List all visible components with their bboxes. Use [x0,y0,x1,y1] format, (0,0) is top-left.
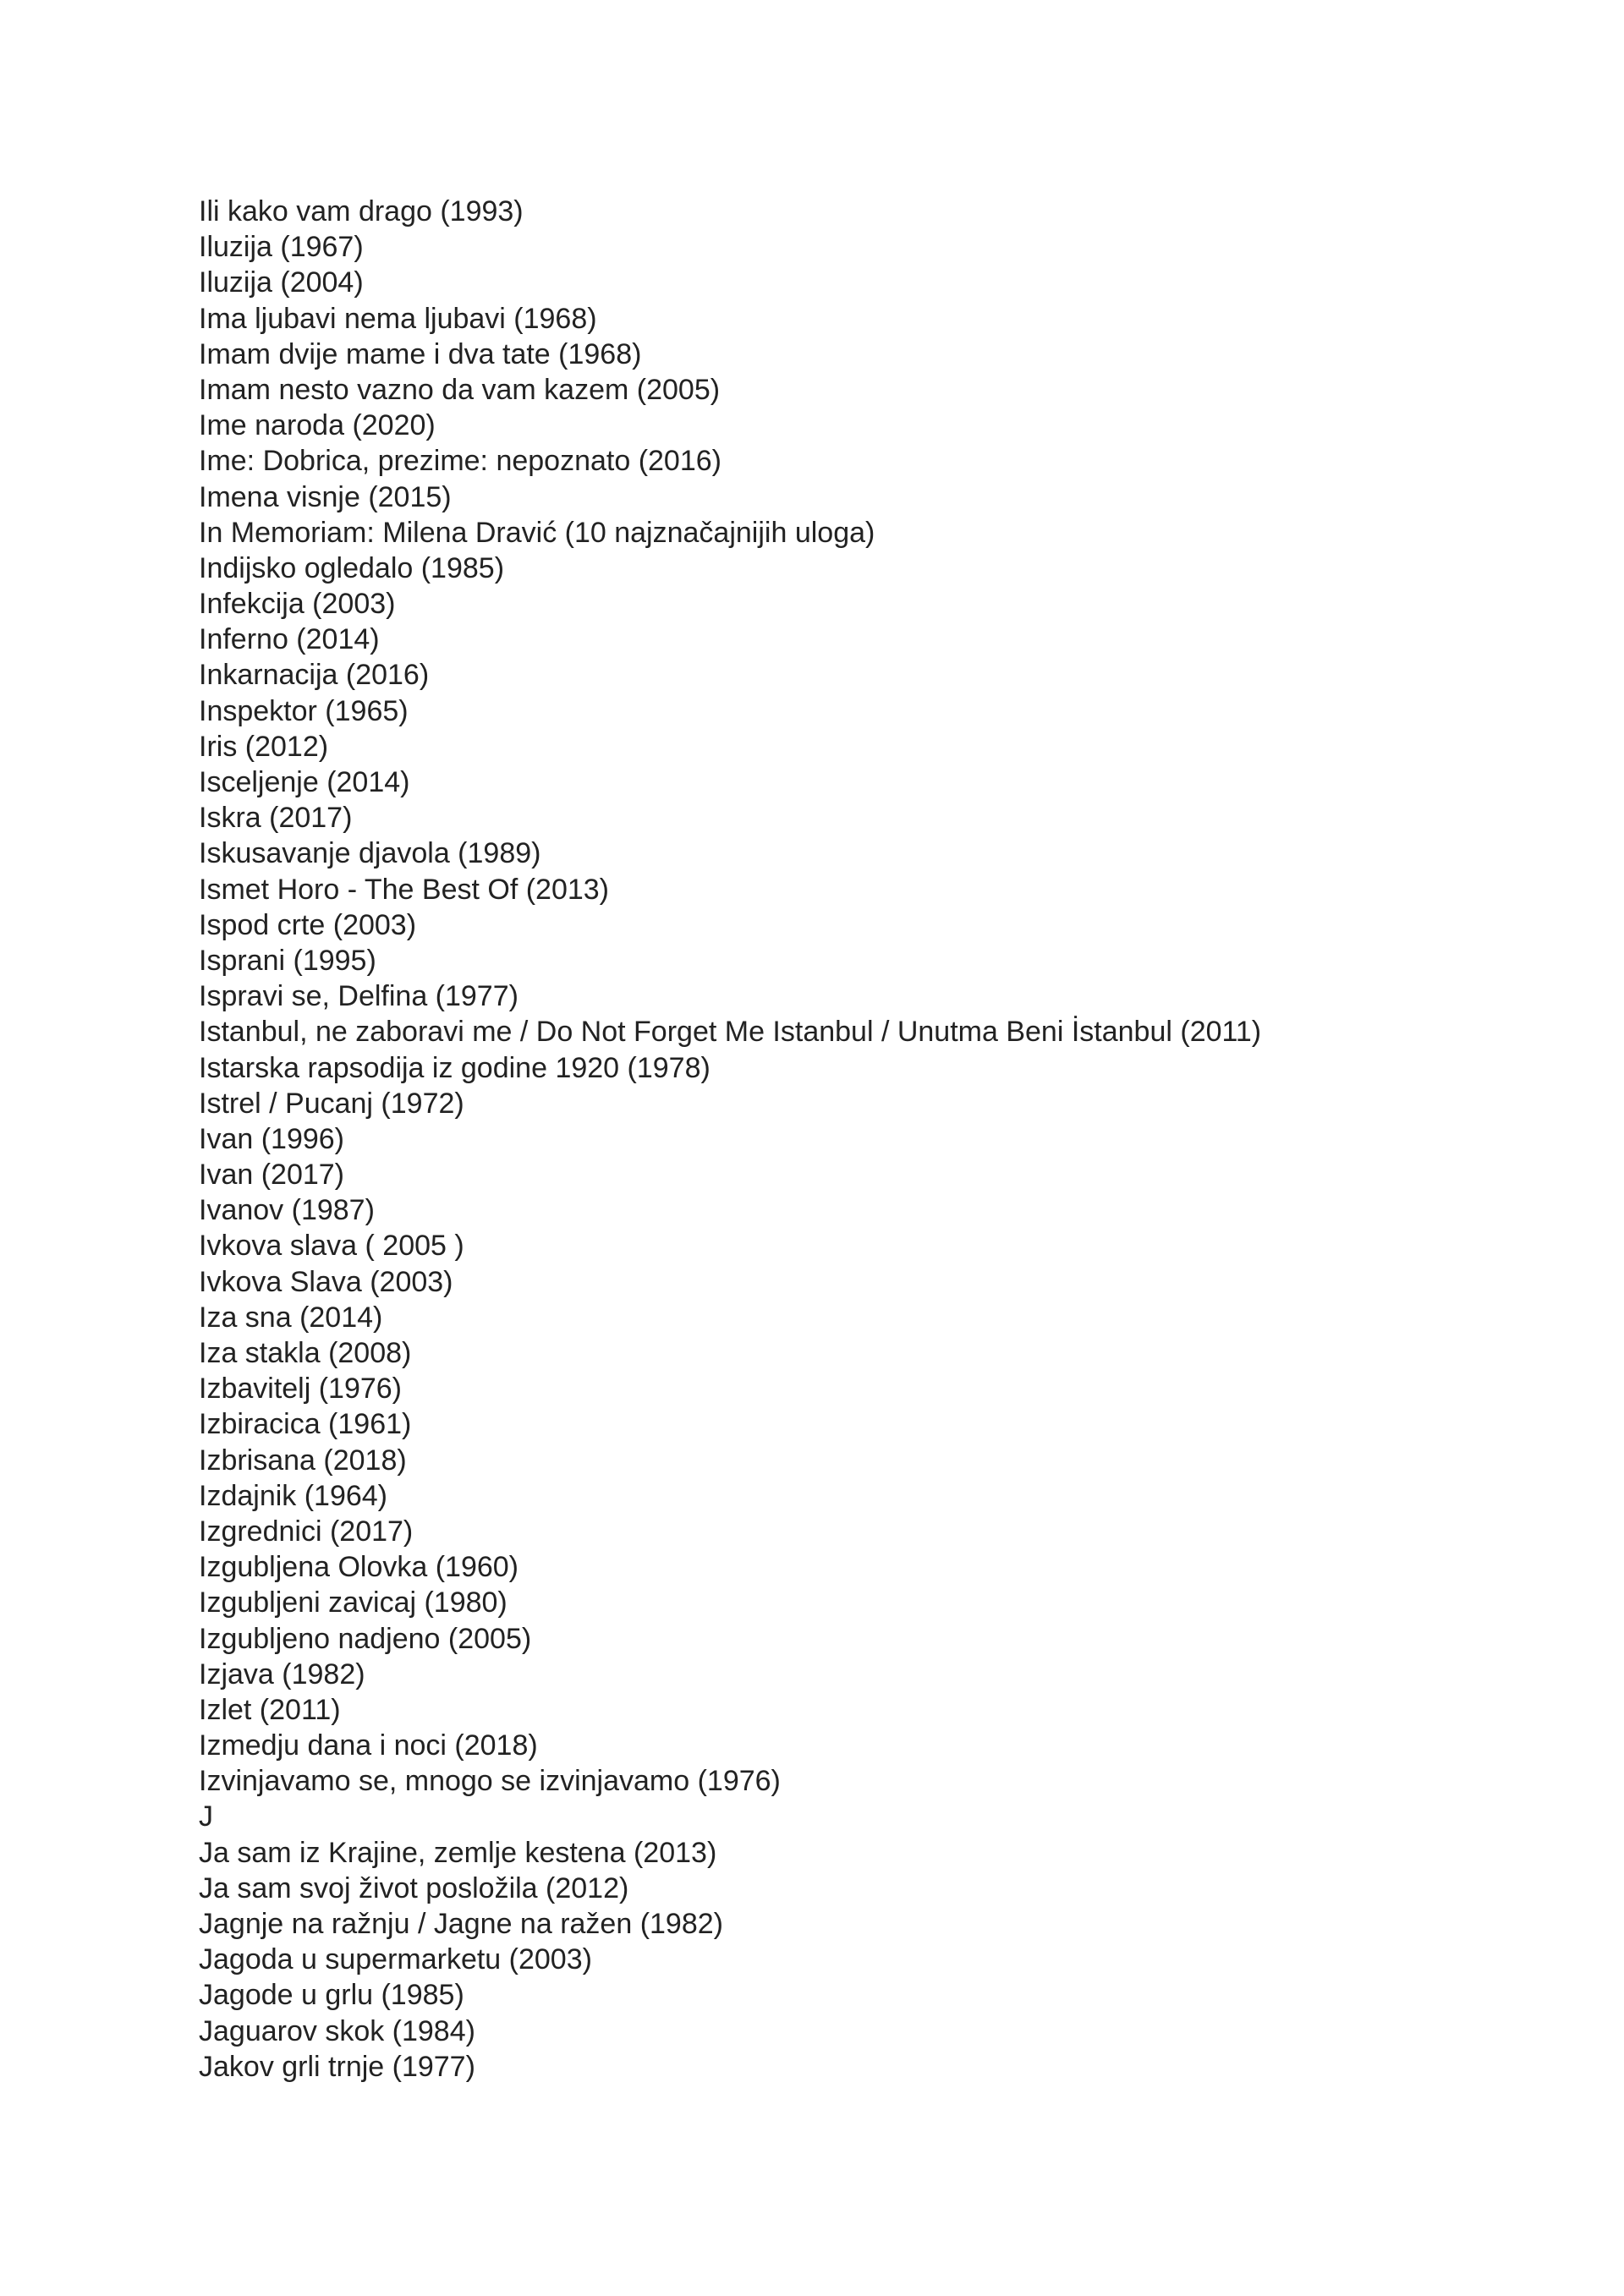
list-item: Ivkova slava ( 2005 ) [199,1230,464,1263]
list-item: Izjava (1982) [199,1658,365,1690]
list-item: Ispod crte (2003) [199,908,417,941]
list-item: Izgubljeno nadjeno (2005) [199,1622,532,1655]
list-item: In Memoriam: Milena Dravić (10 najznačajnijih uloga) [199,516,875,549]
list-item: Izvinjavamo se, mnogo se izvinjavamo (1976) [199,1765,781,1798]
list-item: Iskusavanje djavola (1989) [199,837,541,870]
list-item: Iskra (2017) [199,802,353,835]
list-item: Iris (2012) [199,730,329,763]
list-item: Ispravi se, Delfina (1977) [199,980,518,1013]
list-item: Izmedju dana i noci (2018) [199,1729,538,1762]
list-item: Ivanov (1987) [199,1194,375,1227]
list-item: Ime: Dobrica, prezime: nepoznato (2016) [199,445,721,478]
list-item: Indijsko ogledalo (1985) [199,551,505,584]
list-item: Ima ljubavi nema ljubavi (1968) [199,302,597,335]
list-item: Iza sna (2014) [199,1301,383,1334]
list-item: Ja sam iz Krajine, zemlje kestena (2013) [199,1836,717,1869]
list-item: Imena visnje (2015) [199,480,452,513]
list-item: Ime naroda (2020) [199,409,436,442]
list-item: Ili kako vam drago (1993) [199,195,524,227]
list-item: Jagoda u supermarketu (2003) [199,1943,592,1976]
list-item: Imam nesto vazno da vam kazem (2005) [199,373,721,406]
list-item: Ivan (2017) [199,1159,344,1192]
list-item: Ivan (1996) [199,1122,344,1155]
list-item: Istarska rapsodija iz godine 1920 (1978) [199,1051,710,1084]
list-item: Inspektor (1965) [199,694,409,727]
list-item: J [199,1800,213,1833]
list-item: Inkarnacija (2016) [199,659,430,692]
list-item: Isceljenje (2014) [199,766,410,798]
list-item: Iza stakla (2008) [199,1337,412,1369]
list-item: Izlet (2011) [199,1693,341,1726]
list-item: Izdajnik (1964) [199,1479,388,1512]
list-item: Izbiracica (1961) [199,1408,412,1441]
list-item: Ja sam svoj život posložila (2012) [199,1871,629,1904]
list-item: Iluzija (2004) [199,266,364,299]
list-item: Inferno (2014) [199,623,380,656]
list-item: Isprani (1995) [199,944,376,977]
film-title-list [199,194,1261,2085]
list-item: Ivkova Slava (2003) [199,1265,453,1298]
list-item: Izbavitelj (1976) [199,1373,403,1406]
list-item: Jaguarov skok (1984) [199,2014,475,2047]
list-item: Izgubljena Olovka (1960) [199,1551,519,1584]
list-item: Istanbul, ne zaboravi me / Do Not Forget Me Istanbul / Unutma Beni İstanbul (2011) [199,1016,1262,1049]
list-item: Infekcija (2003) [199,588,396,621]
list-item: Izbrisana (2018) [199,1444,407,1477]
list-item: Istrel / Pucanj (1972) [199,1087,464,1120]
list-item: Jakov grli trnje (1977) [199,2050,475,2083]
list-item: Izgrednici (2017) [199,1515,414,1548]
list-item: Jagnje na ražnju / Jagne na ražen (1982) [199,1908,723,1940]
list-item: Izgubljeni zavicaj (1980) [199,1586,508,1619]
list-item: Jagode u grlu (1985) [199,1979,464,2012]
list-item: Ismet Horo - The Best Of (2013) [199,873,609,906]
list-item: Iluzija (1967) [199,231,364,264]
list-item: Imam dvije mame i dva tate (1968) [199,337,642,370]
